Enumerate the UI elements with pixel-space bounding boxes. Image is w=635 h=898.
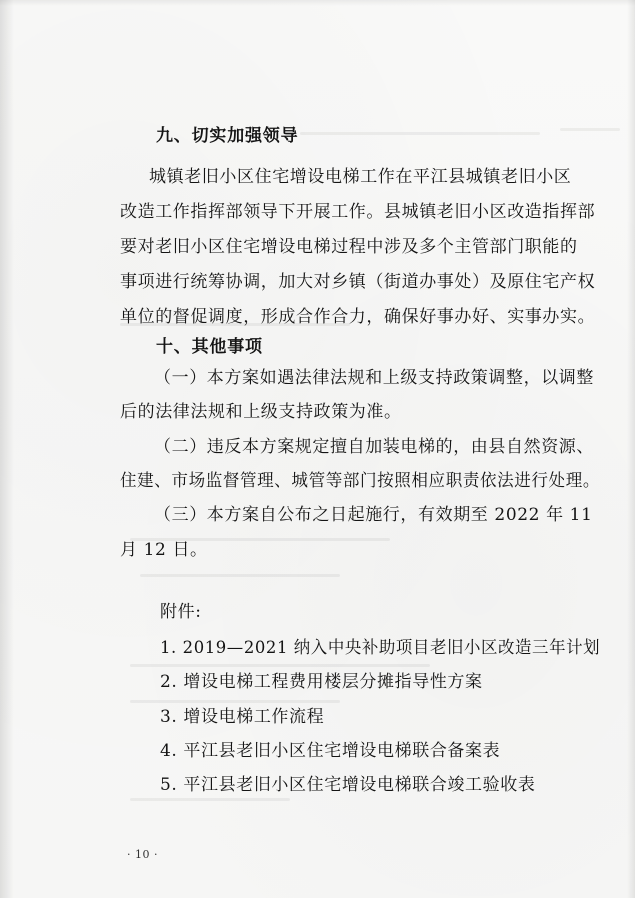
bleed-through-mark bbox=[130, 664, 430, 667]
section-9-line-1: 城镇老旧小区住宅增设电梯工作在平江县城镇老旧小区 bbox=[149, 167, 572, 187]
item-2-line-2: 住建、市场监督管理、城管等部门按照相应职责依法进行处理。 bbox=[120, 471, 600, 491]
bleed-through-mark bbox=[300, 132, 540, 135]
bleed-through-mark bbox=[130, 798, 290, 801]
attachments-label: 附件: bbox=[160, 602, 202, 622]
item-3-line-2: 月 12 日。 bbox=[120, 540, 208, 560]
item-3-line-1: （三）本方案自公布之日起施行，有效期至 2022 年 11 bbox=[154, 505, 593, 525]
page-number: · 10 · bbox=[127, 848, 158, 861]
section-9-heading: 九、切实加强领导 bbox=[156, 126, 299, 146]
item-1-line-2: 后的法律法规和上级支持政策为准。 bbox=[120, 402, 402, 422]
attachment-item-1: 1. 2019—2021 纳入中央补助项目老旧小区改造三年计划 bbox=[160, 638, 601, 658]
section-9-line-2: 改造工作指挥部领导下开展工作。县城镇老旧小区改造指挥部 bbox=[120, 202, 596, 222]
scan-shadow-left bbox=[0, 0, 14, 898]
section-9-line-5: 单位的督促调度，形成合作合力，确保好事办好、实事办实。 bbox=[120, 307, 596, 327]
item-1-line-1: （一）本方案如遇法律法规和上级支持政策调整，以调整 bbox=[154, 368, 594, 388]
attachment-item-3: 3. 增设电梯工作流程 bbox=[160, 707, 325, 727]
bleed-through-mark bbox=[560, 128, 620, 131]
bleed-through-mark bbox=[130, 700, 340, 703]
section-9-line-4: 事项进行统筹协调，加大对乡镇（街道办事处）及原住宅产权 bbox=[120, 272, 596, 292]
section-9-line-3: 要对老旧小区住宅增设电梯过程中涉及多个主管部门职能的 bbox=[120, 237, 578, 257]
attachment-item-4: 4. 平江县老旧小区住宅增设电梯联合备案表 bbox=[160, 741, 501, 761]
item-2-line-1: （二）违反本方案规定擅自加装电梯的，由县自然资源、 bbox=[154, 437, 594, 457]
bleed-through-mark bbox=[140, 574, 340, 577]
scan-shadow-top bbox=[0, 0, 635, 6]
section-10-heading: 十、其他事项 bbox=[156, 337, 263, 357]
attachment-item-2: 2. 增设电梯工程费用楼层分摊指导性方案 bbox=[160, 672, 483, 692]
scan-shadow-right bbox=[627, 0, 635, 898]
attachment-item-5: 5. 平江县老旧小区住宅增设电梯联合竣工验收表 bbox=[160, 775, 536, 795]
